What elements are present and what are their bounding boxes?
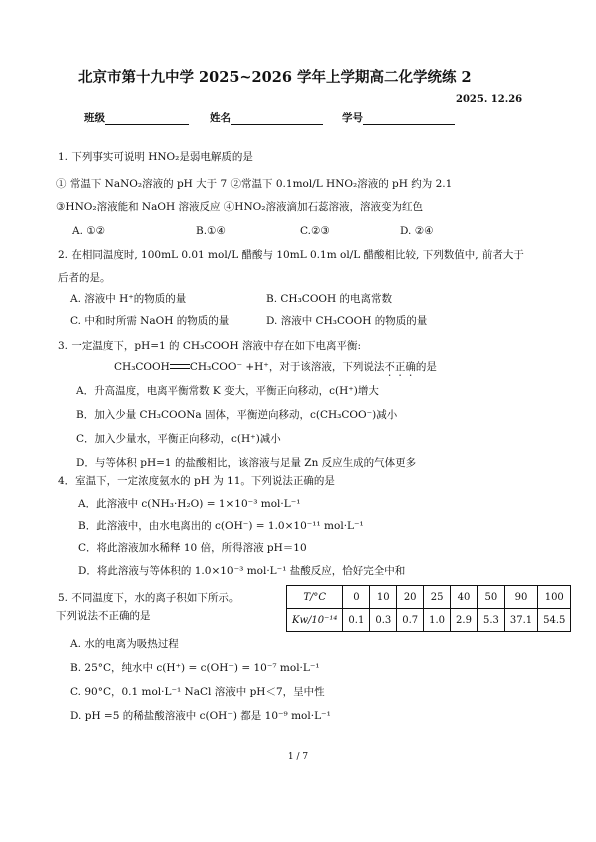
q4-stem: 4．室温下，一定浓度氨水的 pH 为 11。下列说法正确的是 [58, 475, 335, 487]
q4-option-b: B．此溶液中，由水电离出的 c(OH⁻) = 1.0×10⁻¹¹ mol·L⁻¹ [78, 520, 364, 532]
name-field [210, 110, 323, 125]
q3-equilibrium [114, 359, 437, 379]
table-cell: 37.1 [504, 609, 537, 632]
q1-stem: 1. 下列事实可说明 HNO₂是弱电解质的是 [58, 151, 253, 163]
class-field [84, 110, 189, 125]
q3-eq-right: CH₃COO⁻ +H⁺，对于该溶液，下列说法 [189, 361, 385, 373]
table-cell: 5.3 [477, 609, 504, 632]
table-cell: 90 [504, 586, 537, 609]
table-cell: 0 [343, 586, 370, 609]
class-blank [105, 112, 189, 125]
id-blank [363, 112, 455, 125]
q3-option-d: D．与等体积 pH=1 的盐酸相比，该溶液与足量 Zn 反应生成的气体更多 [76, 457, 417, 469]
q3-stem: 3. 一定温度下，pH=1 的 CH₃COOH 溶液中存在如下电离平衡: [58, 340, 362, 352]
table-cell: 50 [477, 586, 504, 609]
page-number: 1 / 7 [287, 752, 309, 762]
name-blank [231, 112, 323, 125]
q4-option-c: C．将此溶液加水稀释 10 倍，所得溶液 pH＝10 [78, 542, 307, 554]
table-cell: 10 [370, 586, 397, 609]
q5-stem-line1: 5. 不同温度下，水的离子积如下所示。 [58, 592, 240, 604]
q5-option-d: D. pH =5 的稀盐酸溶液中 c(OH⁻) 都是 10⁻⁹ mol·L⁻¹ [70, 710, 331, 722]
q3-eq-left: CH₃COOH [114, 361, 170, 373]
q2-option-c: C. 中和时所需 NaOH 的物质的量 [70, 315, 230, 327]
q1-facts-line1: ① 常温下 NaNO₂溶液的 pH 大于 7 ②常温下 0.1mol/L HNO₂溶液的 pH 约为 2.1 [56, 178, 453, 190]
table-cell: 0.1 [343, 609, 370, 632]
q5-stem-line2: 下列说法不正确的是 [56, 610, 151, 622]
table-header-temperature: T/°C [287, 586, 343, 609]
table-cell: 40 [451, 586, 478, 609]
q2-option-d: D. 溶液中 CH₃COOH 的物质的量 [266, 315, 428, 327]
q3-option-a: A．升高温度，电离平衡常数 K 变大，平衡正向移动，c(H⁺)增大 [76, 385, 379, 397]
q1-option-c: C.②③ [300, 225, 330, 237]
table-header-kw: Kw/10⁻¹⁴ [287, 609, 343, 632]
class-label: 班级 [84, 112, 105, 124]
q1-option-b: B.①④ [196, 225, 226, 237]
q4-option-d: D．将此溶液与等体积的 1.0×10⁻³ mol·L⁻¹ 盐酸反应，恰好完全中和 [78, 565, 406, 577]
q3-option-b: B．加入少量 CH₃COONa 固体，平衡逆向移动，c(CH₃COO⁻)减小 [76, 409, 398, 421]
q1-facts-line2: ③HNO₂溶液能和 NaOH 溶液反应 ④HNO₂溶液滴加石蕊溶液，溶液变为红色 [56, 201, 423, 213]
table-cell: 20 [397, 586, 424, 609]
table-cell: 0.7 [397, 609, 424, 632]
id-label: 学号 [342, 112, 363, 124]
q2-stem-line2: 后者的是。 [58, 272, 111, 284]
water-ion-product-table [286, 585, 571, 632]
q5-option-b: B. 25°C，纯水中 c(H⁺) = c(OH⁻) = 10⁻⁷ mol·L⁻¹ [70, 662, 320, 674]
table-cell: 100 [538, 586, 571, 609]
q1-option-d: D. ②④ [400, 225, 434, 237]
table-cell: 1.0 [424, 609, 451, 632]
q2-stem-line1: 2. 在相同温度时, 100mL 0.01 mol/L 醋酸与 10mL 0.1m ol/L 醋酸相比较, 下列数值中, 前者大于 [58, 249, 524, 261]
equilibrium-arrow-icon [170, 363, 190, 371]
table-cell: 0.3 [370, 609, 397, 632]
name-label: 姓名 [210, 112, 231, 124]
q3-eq-end: 的是 [415, 361, 437, 373]
q4-option-a: A．此溶液中 c(NH₃·H₂O) = 1×10⁻³ mol·L⁻¹ [78, 498, 301, 510]
exam-date: 2025. 12.26 [456, 94, 523, 105]
q3-eq-not: 不正确 [384, 361, 416, 373]
id-field [342, 110, 455, 125]
table-cell: 54.5 [538, 609, 571, 632]
page-title: 北京市第十九中学 2025~2026 学年上学期高二化学统练 2 [78, 69, 472, 86]
q5-option-c: C. 90°C，0.1 mol·L⁻¹ NaCl 溶液中 pH＜7，呈中性 [70, 686, 325, 698]
table-row [287, 586, 571, 609]
q3-option-c: C．加入少量水，平衡正向移动，c(H⁺)减小 [76, 433, 281, 445]
table-cell: 25 [424, 586, 451, 609]
q5-option-a: A. 水的电离为吸热过程 [70, 638, 179, 650]
q1-option-a: A. ①② [72, 225, 106, 237]
q2-option-b: B. CH₃COOH 的电离常数 [266, 293, 393, 305]
q2-option-a: A. 溶液中 H⁺的物质的量 [70, 293, 187, 305]
table-cell: 2.9 [451, 609, 478, 632]
table-row [287, 609, 571, 632]
